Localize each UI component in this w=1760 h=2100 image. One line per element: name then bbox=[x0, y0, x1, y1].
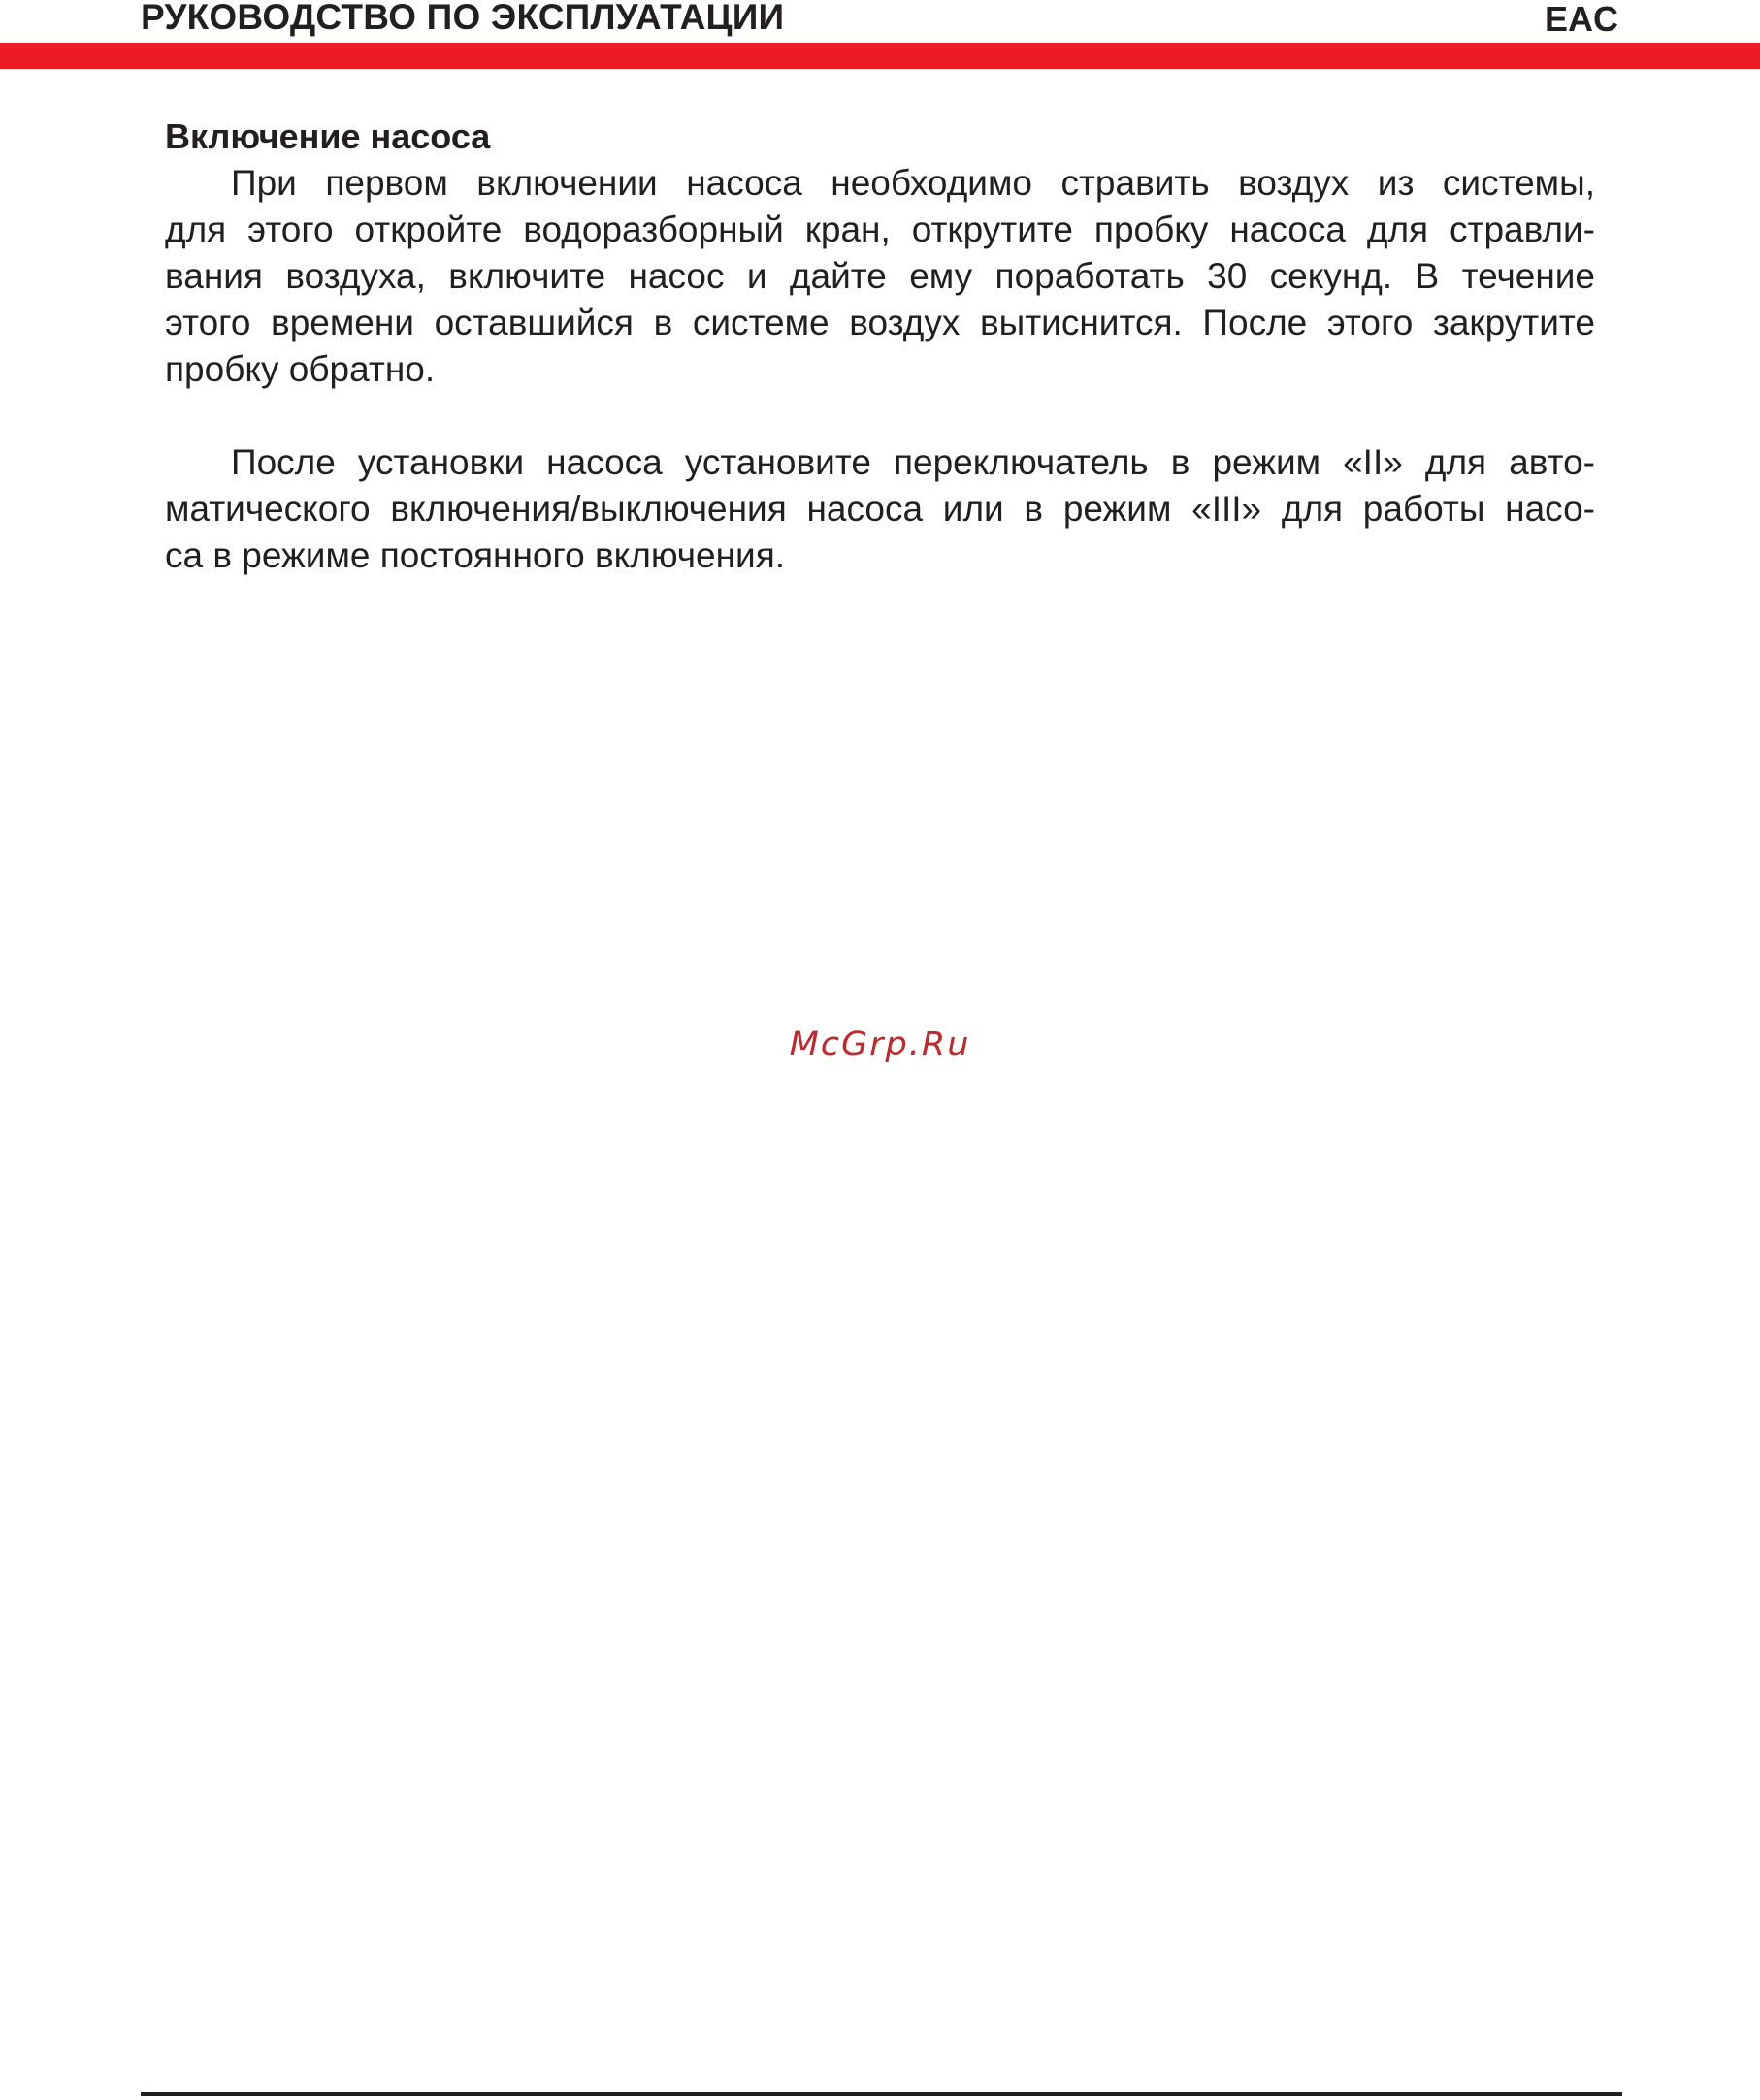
paragraph-air-release bbox=[165, 160, 1595, 393]
footer-rule bbox=[141, 2092, 1622, 2096]
paragraph-line: вания воздуха, включите насос и дайте ему поработать 30 секунд. В течение bbox=[165, 256, 1595, 296]
header-accent-bar bbox=[0, 43, 1760, 69]
paragraph-line: для этого откройте водоразборный кран, открутите пробку насоса для стравли- bbox=[165, 210, 1595, 249]
paragraph-line: матического включения/выключения насоса или в режим «III» для работы насо- bbox=[165, 489, 1595, 529]
paragraph-switch-mode bbox=[165, 439, 1595, 579]
page-content bbox=[165, 113, 1595, 579]
paragraph-line: са в режиме постоянного включения. bbox=[165, 535, 786, 575]
section-heading: Включение насоса bbox=[165, 116, 491, 156]
paragraph-line: пробку обратно. bbox=[165, 349, 436, 389]
document-title: РУКОВОДСТВО ПО ЭКСПЛУАТАЦИИ bbox=[141, 0, 785, 37]
watermark-text: McGrp.Ru bbox=[789, 1025, 971, 1064]
paragraph-line: При первом включении насоса необходимо стравить воздух из системы, bbox=[231, 163, 1595, 203]
paragraph-line: этого времени оставшийся в системе воздух вытиснится. После этого закрутите bbox=[165, 303, 1595, 342]
paragraph-line: После установки насоса установите переключатель в режим «II» для авто- bbox=[231, 442, 1595, 482]
paragraph-spacer bbox=[165, 393, 1595, 439]
eac-mark: EAC bbox=[1544, 0, 1618, 39]
